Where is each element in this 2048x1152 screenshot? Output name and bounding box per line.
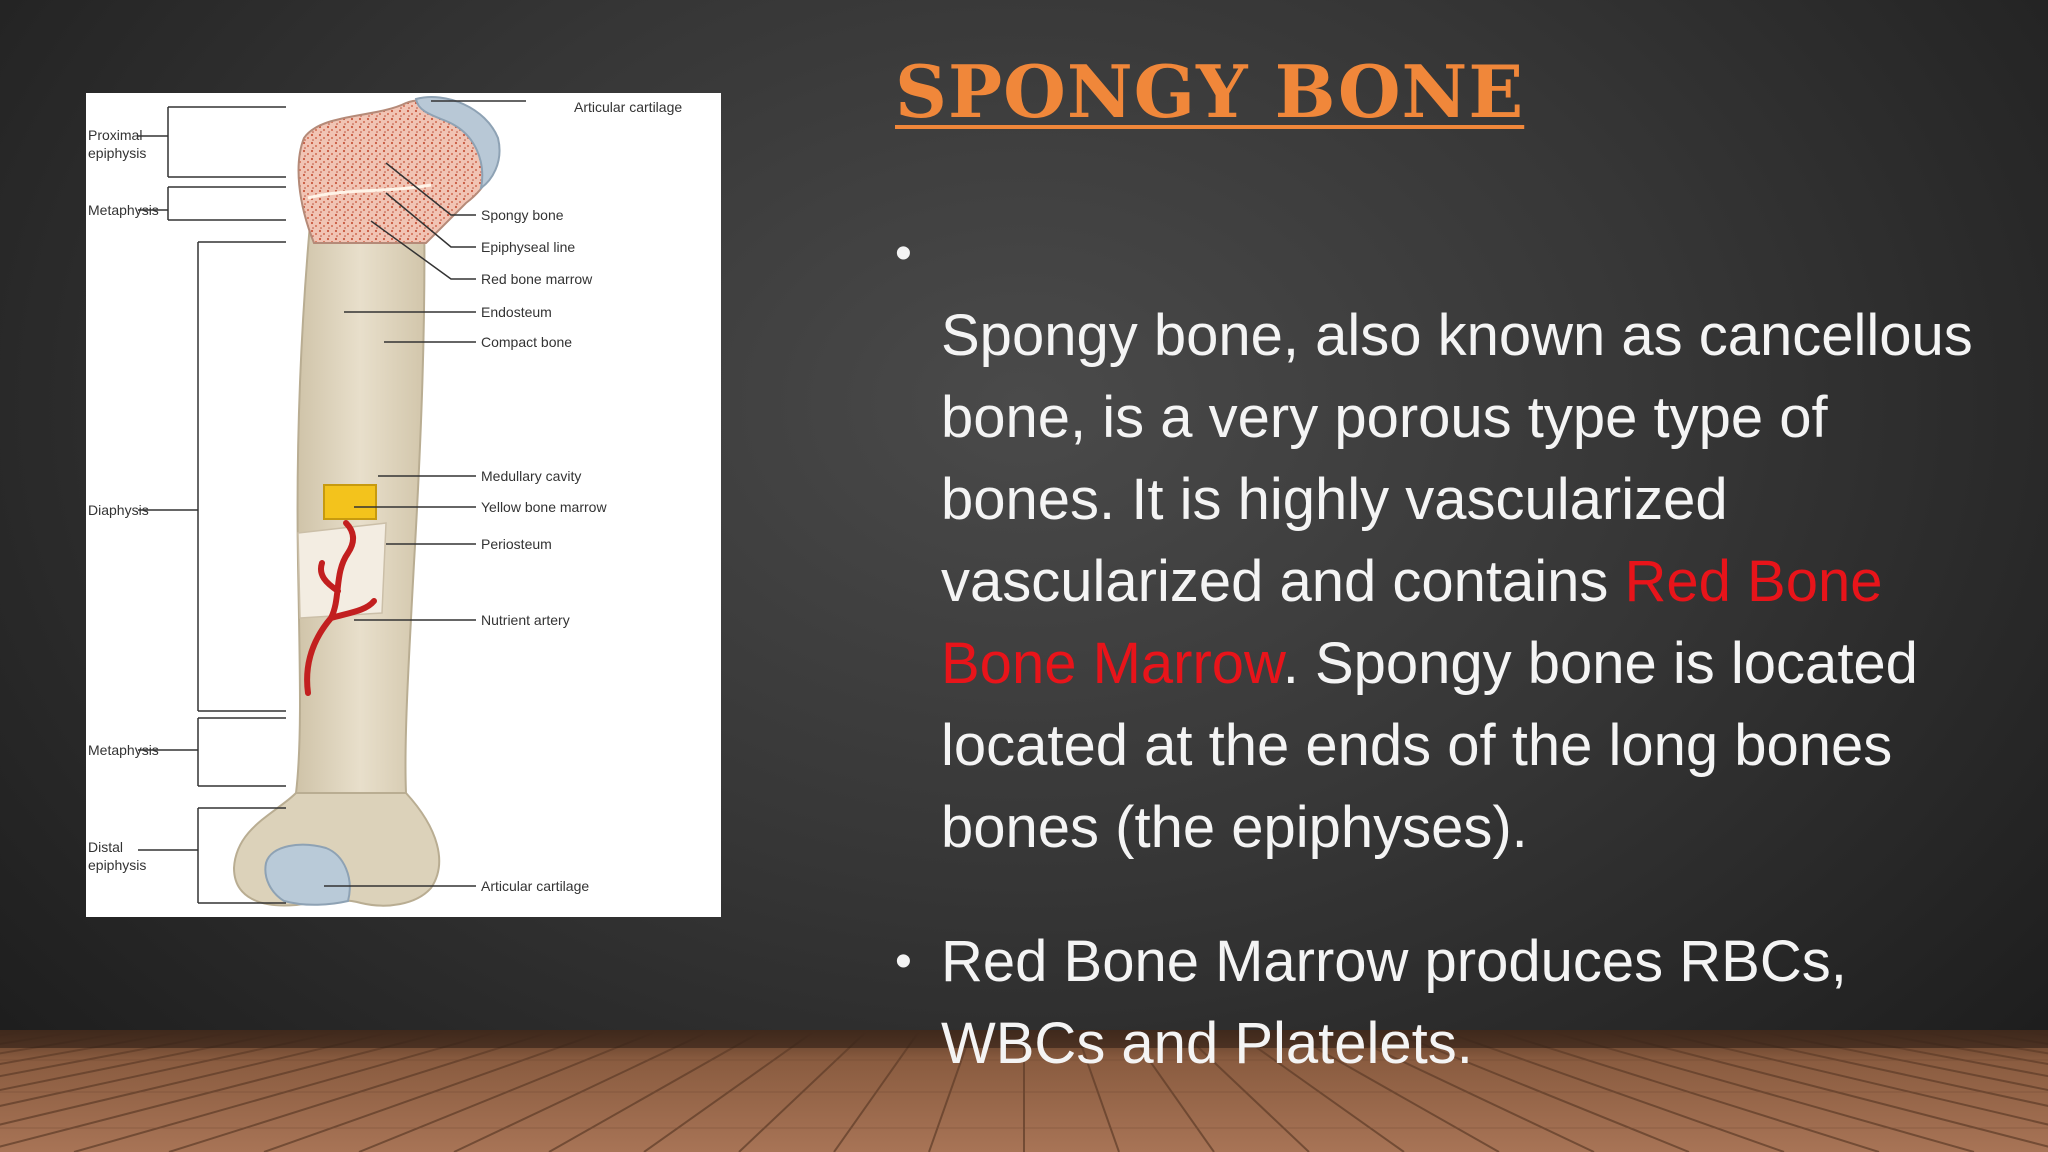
slide-title: SPONGY BONE xyxy=(895,49,1525,134)
label-proximal-1: Proximal xyxy=(88,127,143,143)
bullet2-text: Red Bone Marrow produces RBCs, WBCs and Platelets. xyxy=(941,929,1847,1076)
bullet-item-spongy-bone xyxy=(895,225,2015,869)
label-medullary-cavity: Medullary cavity xyxy=(481,468,582,484)
articular-cartilage-bottom-shape xyxy=(265,845,349,905)
bone-diagram xyxy=(86,93,721,917)
label-red-bone-marrow: Red bone marrow xyxy=(481,271,593,287)
label-proximal-2: epiphysis xyxy=(88,145,147,161)
label-articular-cartilage-top: Articular cartilage xyxy=(574,99,683,115)
label-metaphysis-bottom: Metaphysis xyxy=(88,742,159,758)
bullet1-highlight: Red Bone Bone Marrow xyxy=(941,549,1883,696)
bullet-paragraph xyxy=(941,225,2015,869)
yellow-marrow-shape xyxy=(324,485,376,519)
left-brackets xyxy=(138,107,286,903)
bullet-dot-icon: • xyxy=(895,227,912,280)
bullet-item-red-marrow xyxy=(895,921,2015,1085)
femur-illustration xyxy=(86,93,721,917)
bullet-list xyxy=(895,225,2015,1085)
label-compact-bone: Compact bone xyxy=(481,334,573,350)
label-distal-1: Distal xyxy=(88,839,124,855)
label-spongy-bone: Spongy bone xyxy=(481,207,564,223)
label-epiphyseal-line: Epiphyseal line xyxy=(481,239,576,255)
label-diaphysis: Diaphysis xyxy=(88,502,149,518)
label-periosteum: Periosteum xyxy=(481,536,552,552)
bullet1-text-after: . Spongy bone is located located at the ends of the long bones bones (the epiphyses). xyxy=(941,631,1918,860)
label-distal-2: epiphysis xyxy=(88,857,147,873)
label-metaphysis-top: Metaphysis xyxy=(88,202,159,218)
label-yellow-bone-marrow: Yellow bone marrow xyxy=(481,499,607,515)
label-endosteum: Endosteum xyxy=(481,304,552,320)
label-articular-cartilage-bottom: Articular cartilage xyxy=(481,878,590,894)
bullet-dot-icon: • xyxy=(895,935,912,988)
label-nutrient-artery: Nutrient artery xyxy=(481,612,570,628)
bullet1-text-before: Spongy bone, also known as cancellous bone, is a very porous type type of bones. It is highly vascularized vascularized and contains xyxy=(941,303,1973,614)
